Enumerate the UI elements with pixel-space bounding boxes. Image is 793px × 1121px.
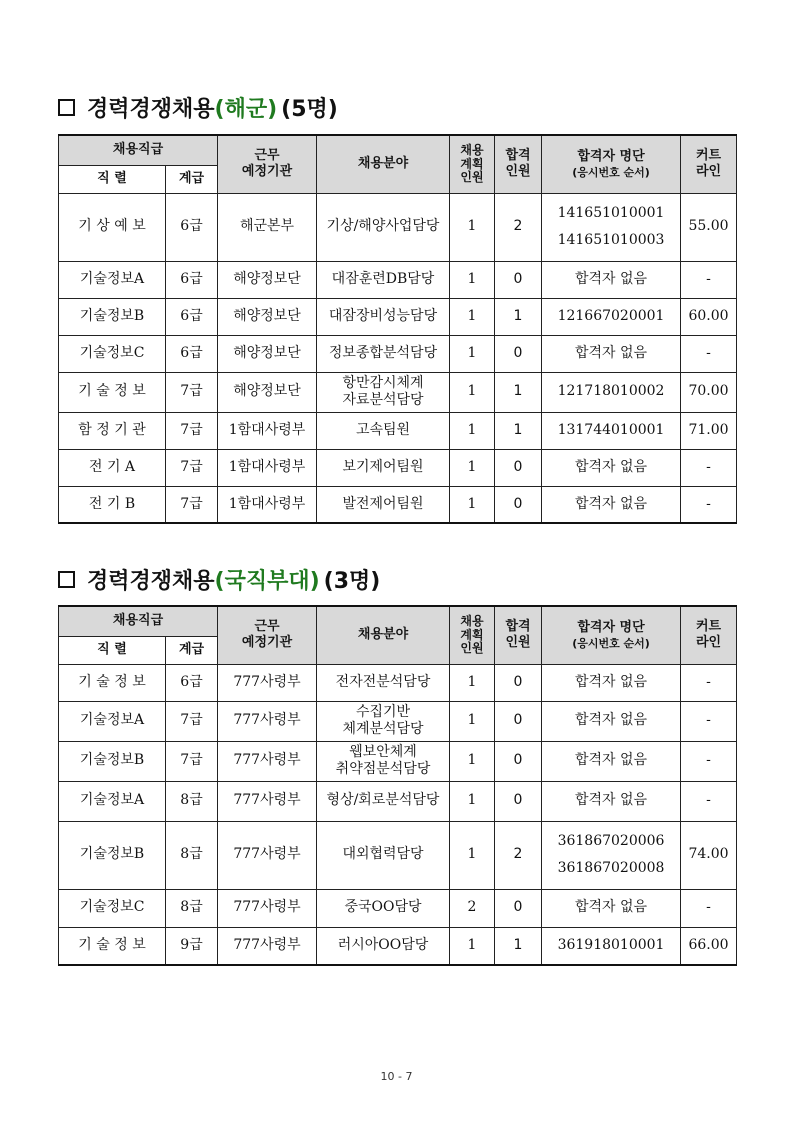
header-level: 계급 (166, 165, 218, 193)
cell-passed: 1 (495, 372, 542, 412)
cell-cutline: - (681, 335, 737, 372)
cell-level: 6급 (166, 335, 218, 372)
passer-entry: 합격자 없음 (574, 344, 648, 361)
cell-names (542, 821, 681, 889)
cell-agency: 777사령부 (218, 821, 317, 889)
cell-passed: 0 (495, 335, 542, 372)
cell-level: 6급 (166, 193, 218, 261)
cell-job: 기술정보A (59, 701, 166, 741)
cell-passed: 0 (495, 664, 542, 701)
cell-names (542, 927, 681, 965)
passer-entry: 361918010001 (557, 937, 665, 953)
cell-cutline: 70.00 (681, 372, 737, 412)
cell-level: 9급 (166, 927, 218, 965)
cell-field: 전자전분석담당 (317, 664, 450, 701)
passer-entry: 121718010002 (557, 383, 665, 400)
cell-planned: 1 (450, 486, 495, 523)
cell-field: 형상/회로분석담당 (317, 781, 450, 821)
cell-agency: 777사령부 (218, 741, 317, 781)
cell-cutline: - (681, 781, 737, 821)
cell-cutline: 55.00 (681, 193, 737, 261)
cell-field: 발전제어팀원 (317, 486, 450, 523)
cell-field: 중국OO담당 (317, 889, 450, 927)
cell-level: 7급 (166, 372, 218, 412)
table-row (59, 261, 737, 298)
header-agency: 근무 예정기관 (218, 135, 317, 193)
cell-names (542, 412, 681, 449)
cell-cutline: 71.00 (681, 412, 737, 449)
passer-entry: 141651010001 (557, 204, 665, 221)
cell-level: 8급 (166, 821, 218, 889)
cell-agency: 777사령부 (218, 664, 317, 701)
table2-body (59, 664, 737, 965)
header-cutline: 커트 라인 (681, 135, 737, 193)
cell-names (542, 193, 681, 261)
table1-body (59, 193, 737, 523)
header-job: 직 렬 (59, 165, 166, 193)
passer-entry: 합격자 없음 (574, 458, 648, 475)
cell-job: 전 기 B (59, 486, 166, 523)
cell-passed: 0 (495, 701, 542, 741)
cell-passed: 2 (495, 821, 542, 889)
cell-cutline: - (681, 449, 737, 486)
table-row (59, 821, 737, 889)
header-passed: 합격 인원 (495, 135, 542, 193)
cell-agency: 777사령부 (218, 701, 317, 741)
cell-level: 6급 (166, 298, 218, 335)
header-names-label: 합격자 명단 (577, 149, 645, 165)
table-row (59, 193, 737, 261)
cell-level: 6급 (166, 664, 218, 701)
cell-agency: 1함대사령부 (218, 449, 317, 486)
cell-field: 대잠훈련DB담당 (317, 261, 450, 298)
header-names (542, 606, 681, 664)
cell-level: 8급 (166, 781, 218, 821)
cell-cutline: 66.00 (681, 927, 737, 965)
passer-entry: 합격자 없음 (574, 899, 648, 916)
cell-names (542, 449, 681, 486)
cell-agency: 해양정보단 (218, 261, 317, 298)
cell-field: 대외협력담당 (317, 821, 450, 889)
table-row (59, 449, 737, 486)
header-level: 계급 (166, 636, 218, 664)
cell-passed: 1 (495, 927, 542, 965)
results-table-defense-units (58, 605, 737, 966)
cell-field: 기상/해양사업담당 (317, 193, 450, 261)
cell-job: 전 기 A (59, 449, 166, 486)
cell-agency: 해군본부 (218, 193, 317, 261)
cell-planned: 1 (450, 298, 495, 335)
cell-names (542, 335, 681, 372)
section-title-navy (58, 92, 338, 123)
cell-job: 기술정보B (59, 741, 166, 781)
cell-passed: 0 (495, 449, 542, 486)
cell-field: 고속팀원 (317, 412, 450, 449)
cell-agency: 1함대사령부 (218, 486, 317, 523)
table-row (59, 298, 737, 335)
passer-entry: 121667020001 (557, 307, 665, 324)
passer-entry: 합격자 없음 (574, 495, 648, 512)
table-row (59, 412, 737, 449)
cell-job: 기술정보B (59, 821, 166, 889)
table-row (59, 335, 737, 372)
cell-agency: 777사령부 (218, 927, 317, 965)
page-number: 10 - 7 (380, 1070, 413, 1083)
cell-cutline: - (681, 261, 737, 298)
table-row (59, 889, 737, 927)
cell-agency: 해양정보단 (218, 335, 317, 372)
cell-level: 6급 (166, 261, 218, 298)
cell-cutline: - (681, 664, 737, 701)
table-row (59, 741, 737, 781)
cell-job: 기술정보A (59, 781, 166, 821)
header-grade-group: 채용직급 (59, 606, 218, 636)
cell-job: 함 정 기 관 (59, 412, 166, 449)
cell-job: 기술정보B (59, 298, 166, 335)
cell-names (542, 741, 681, 781)
cell-job: 기 상 예 보 (59, 193, 166, 261)
cell-passed: 1 (495, 412, 542, 449)
cell-passed: 0 (495, 889, 542, 927)
table-row (59, 664, 737, 701)
cell-level: 7급 (166, 449, 218, 486)
passer-entry: 131744010001 (557, 421, 665, 438)
cell-cutline: - (681, 701, 737, 741)
cell-planned: 1 (450, 821, 495, 889)
cell-cutline: - (681, 741, 737, 781)
cell-field: 대잠장비성능담당 (317, 298, 450, 335)
header-names (542, 135, 681, 193)
passer-entry: 361867020006 (557, 832, 665, 849)
table-row (59, 372, 737, 412)
cell-names (542, 372, 681, 412)
header-job: 직 렬 (59, 636, 166, 664)
cell-planned: 1 (450, 927, 495, 965)
cell-cutline: - (681, 486, 737, 523)
section-title-count: (5명) (281, 97, 338, 122)
table-row (59, 701, 737, 741)
cell-job: 기 술 정 보 (59, 927, 166, 965)
cell-names (542, 701, 681, 741)
section-title-defense-units (58, 564, 380, 595)
cell-passed: 2 (495, 193, 542, 261)
cell-agency: 해양정보단 (218, 372, 317, 412)
cell-names (542, 261, 681, 298)
cell-level: 7급 (166, 412, 218, 449)
checkbox-square-icon (58, 571, 75, 588)
cell-job: 기 술 정 보 (59, 372, 166, 412)
cell-job: 기술정보A (59, 261, 166, 298)
header-names-sub: (응시번호 순서) (572, 636, 650, 650)
section-title-text: 경력경쟁채용 (87, 569, 215, 594)
section-title-unit: (해군) (214, 97, 278, 122)
cell-names (542, 889, 681, 927)
header-planned: 채용 계획 인원 (450, 135, 495, 193)
cell-planned: 1 (450, 193, 495, 261)
section-title-text: 경력경쟁채용 (87, 97, 215, 122)
cell-job: 기술정보C (59, 335, 166, 372)
cell-planned: 1 (450, 449, 495, 486)
header-names-sub: (응시번호 순서) (572, 165, 650, 179)
cell-passed: 0 (495, 261, 542, 298)
passer-entry: 합격자 없음 (574, 792, 648, 809)
cell-names (542, 486, 681, 523)
cell-agency: 777사령부 (218, 889, 317, 927)
section-title-count: (3명) (323, 569, 381, 594)
cell-agency: 777사령부 (218, 781, 317, 821)
header-passed: 합격 인원 (495, 606, 542, 664)
cell-level: 8급 (166, 889, 218, 927)
cell-planned: 1 (450, 261, 495, 298)
cell-field: 정보종합분석담당 (317, 335, 450, 372)
passer-entry: 합격자 없음 (574, 270, 648, 287)
cell-planned: 1 (450, 335, 495, 372)
cell-field: 항만감시체계 자료분석담당 (317, 372, 450, 412)
cell-planned: 1 (450, 701, 495, 741)
cell-passed: 1 (495, 298, 542, 335)
passer-entry: 합격자 없음 (574, 673, 648, 690)
cell-cutline: - (681, 889, 737, 927)
cell-passed: 0 (495, 781, 542, 821)
header-grade-group: 채용직급 (59, 135, 218, 165)
header-agency: 근무 예정기관 (218, 606, 317, 664)
cell-planned: 2 (450, 889, 495, 927)
cell-job: 기 술 정 보 (59, 664, 166, 701)
results-table-navy (58, 134, 737, 524)
cell-level: 7급 (166, 486, 218, 523)
cell-cutline: 60.00 (681, 298, 737, 335)
cell-field: 러시아OO담당 (317, 927, 450, 965)
cell-passed: 0 (495, 741, 542, 781)
cell-planned: 1 (450, 372, 495, 412)
cell-agency: 1함대사령부 (218, 412, 317, 449)
cell-agency: 해양정보단 (218, 298, 317, 335)
cell-field: 수집기반 체계분석담당 (317, 701, 450, 741)
table-row (59, 486, 737, 523)
cell-planned: 1 (450, 664, 495, 701)
passer-entry: 141651010003 (557, 232, 665, 248)
table-row (59, 927, 737, 965)
table-header (59, 606, 737, 664)
passer-entry: 합격자 없음 (574, 752, 648, 769)
header-names-label: 합격자 명단 (577, 620, 645, 636)
header-field: 채용분야 (317, 135, 450, 193)
cell-names (542, 781, 681, 821)
header-planned: 채용 계획 인원 (450, 606, 495, 664)
cell-cutline: 74.00 (681, 821, 737, 889)
cell-level: 7급 (166, 741, 218, 781)
cell-planned: 1 (450, 781, 495, 821)
checkbox-square-icon (58, 99, 75, 116)
passer-entry: 합격자 없음 (574, 712, 648, 729)
cell-passed: 0 (495, 486, 542, 523)
cell-names (542, 298, 681, 335)
cell-planned: 1 (450, 412, 495, 449)
header-field: 채용분야 (317, 606, 450, 664)
table-row (59, 781, 737, 821)
passer-entry: 361867020008 (557, 860, 665, 876)
cell-planned: 1 (450, 741, 495, 781)
header-cutline: 커트 라인 (681, 606, 737, 664)
cell-job: 기술정보C (59, 889, 166, 927)
section-title-unit: (국직부대) (214, 569, 320, 594)
table-header (59, 135, 737, 193)
cell-names (542, 664, 681, 701)
cell-level: 7급 (166, 701, 218, 741)
cell-field: 보기제어팀원 (317, 449, 450, 486)
cell-field: 웹보안체계 취약점분석담당 (317, 741, 450, 781)
